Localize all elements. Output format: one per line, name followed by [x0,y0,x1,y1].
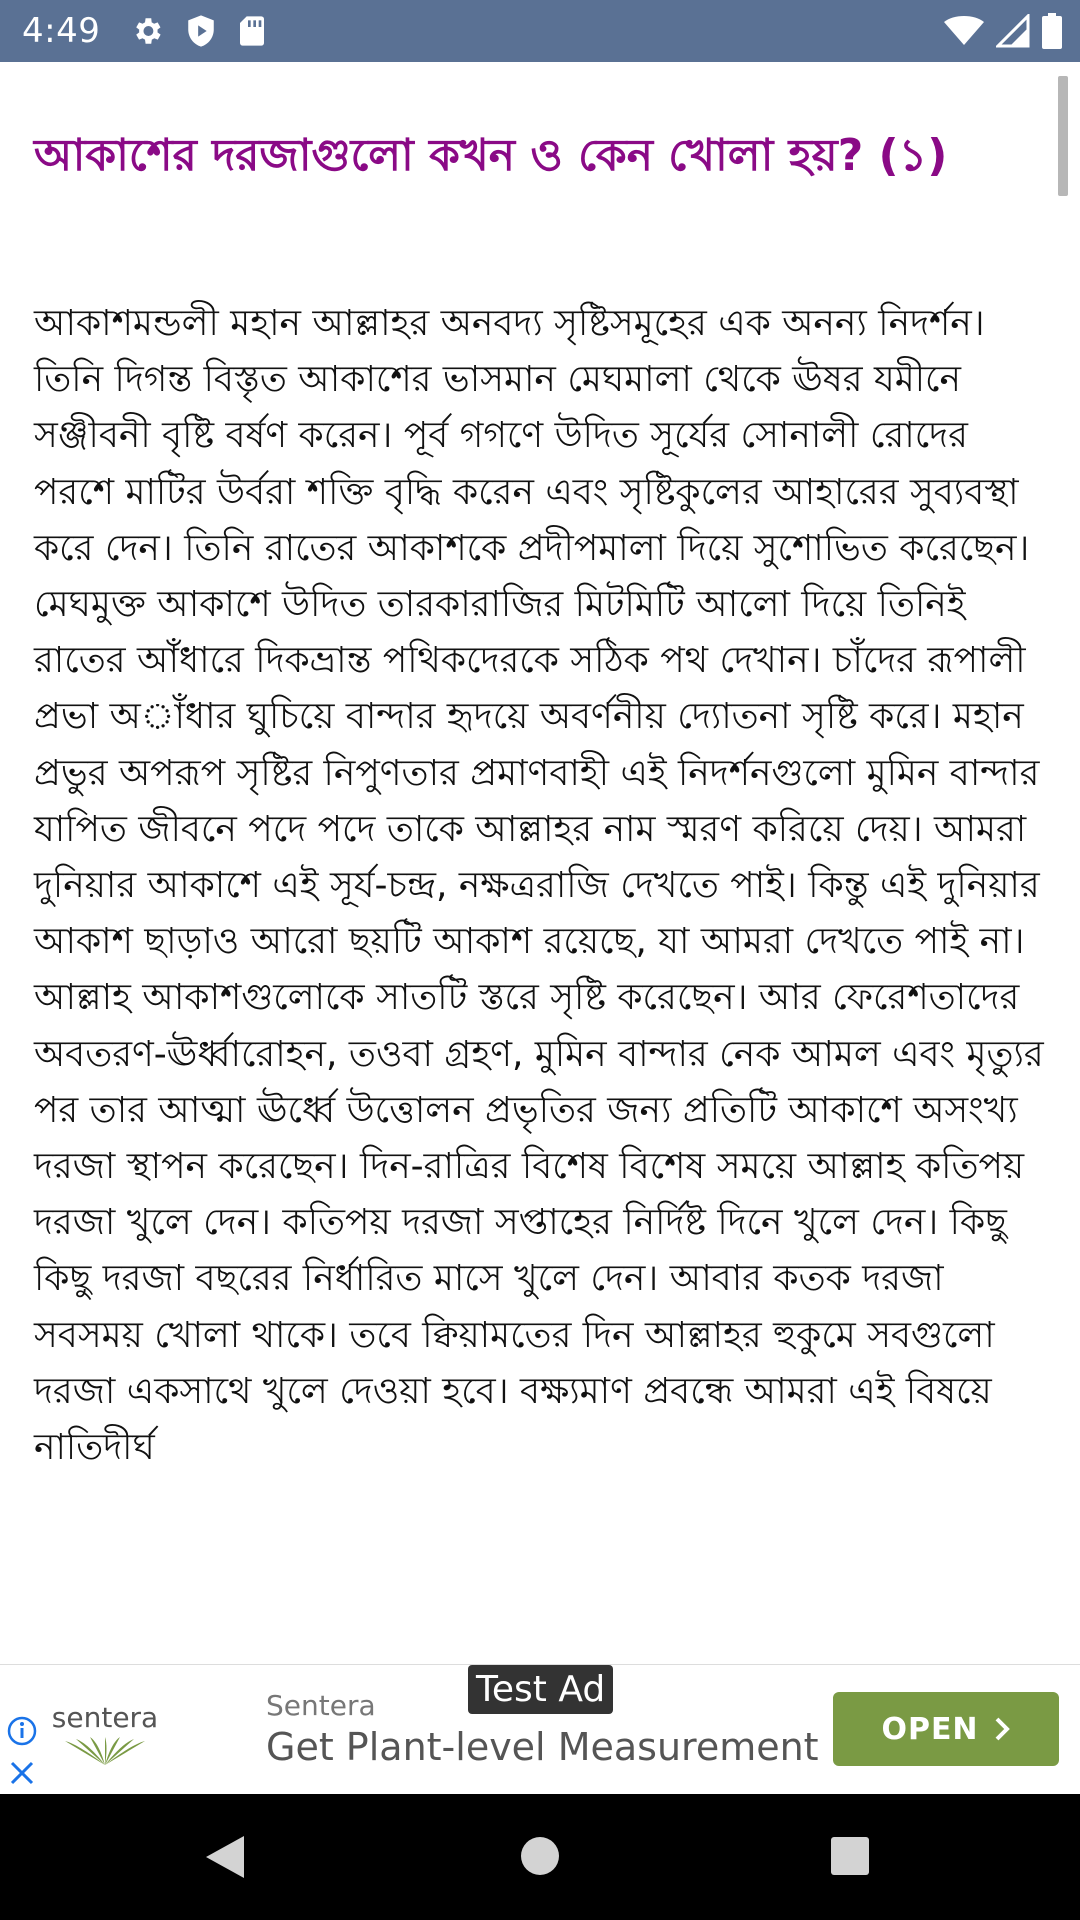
ad-open-label: OPEN [881,1711,979,1747]
status-bar [0,0,1080,62]
ad-open-button[interactable] [833,1692,1059,1766]
article-body: আকাশমন্ডলী মহান আল্লাহর অনবদ্য সৃষ্টিসমূহের এক অনন্য নিদর্শন। তিনি দিগন্ত বিস্তৃত আকাশের ভাসমান মেঘমালা থেকে ঊষর যমীনে সঞ্জীবনী বৃষ্টি বর্ষণ করেন। পূর্ব গগণে উদিত সূর্যের সোনালী রোদের পরশে মাটির উর্বরা শক্তি বৃদ্ধি করেন এবং সৃষ্টিকুলের আহারের সুব্যবস্থা করে দেন। তিনি রাতের আকাশকে প্রদীপমালা দিয়ে সুশোভিত করেছেন। মেঘমুক্ত আকাশে উদিত তারকারাজির মিটমিটি আলো দিয়ে তিনিই রাতের আঁধারে দিকভ্রান্ত পথিকদেরকে সঠিক পথ দেখান। চাঁদের রূপালী প্রভা অাঁধার ঘুচিয়ে বান্দার হৃদয়ে অবর্ণনীয় দ্যোতনা সৃষ্টি করে। মহান প্রভুর অপরূপ সৃষ্টির নিপুণতার প্রমাণবাহী এই নিদর্শনগুলো মুমিন বান্দার যাপিত জীবনে পদে পদে তাকে আল্লাহর নাম স্মরণ করিয়ে দেয়। আমরা দুনিয়ার আকাশে এই সূর্য-চন্দ্র, নক্ষত্ররাজি দেখতে পাই। কিন্তু এই দুনিয়ার আকাশ ছাড়াও আরো ছয়টি আকাশ রয়েছে, যা আমরা দেখতে পাই না। আল্লাহ আকাশগুলোকে সাতটি স্তরে সৃষ্টি করেছেন। আর ফেরেশতাদের অবতরণ-ঊর্ধ্বারোহন, তওবা গ্রহণ, মুমিন বান্দার নেক আমল এবং মৃত্যুর পর তার আত্মা ঊর্ধ্বে উত্তোলন প্রভৃতির জন্য প্রতিটি আকাশে অসংখ্য দরজা স্থাপন করেছেন। দিন-রাত্রির বিশেষ বিশেষ সময়ে আল্লাহ কতিপয় দরজা খুলে দেন। কতিপয় দরজা সপ্তাহের নির্দিষ্ট দিনে খুলে দেন। কিছু কিছু দরজা বছরের নির্ধারিত মাসে খুলে দেন। আবার কতক দরজা সবসময় খোলা থাকে। তবে ক্বিয়ামতের দিন আল্লাহর হুকুমে সবগুলো দরজা একসাথে খুলে দেওয়া হবে। বক্ষ্যমাণ প্রবন্ধে আমরা এই বিষয়ে নাতিদীর্ঘ [34,303,1044,1469]
ad-headline[interactable]: Get Plant-level Measurement [266,1725,819,1769]
close-icon[interactable] [6,1757,38,1789]
article-title: আকাশের দরজাগুলো কখন ও কেন খোলা হয়? (১) [34,130,948,181]
status-icons-right [944,0,1062,62]
back-icon[interactable] [204,1834,246,1880]
advertiser-logo[interactable] [50,1701,160,1771]
info-icon[interactable] [6,1715,38,1747]
navigation-bar [0,1794,1080,1920]
sentera-leaf-icon [60,1737,150,1767]
signal-icon [996,14,1030,48]
sd-card-icon [238,15,266,47]
test-ad-label: Test Ad [468,1665,613,1714]
ad-banner[interactable] [0,1664,1080,1795]
status-time: 4:49 [22,11,101,51]
recents-icon[interactable] [830,1836,870,1876]
shield-icon [186,14,216,48]
scrollbar-thumb[interactable] [1058,76,1068,196]
status-icons-left [130,14,266,48]
chevron-right-icon [993,1716,1011,1742]
gear-icon [130,14,164,48]
article-container[interactable] [12,74,1068,1646]
wifi-icon [944,15,984,47]
home-icon[interactable] [520,1836,560,1876]
ad-advertiser-name[interactable]: Sentera [266,1689,376,1722]
battery-icon [1042,13,1062,49]
advertiser-logo-text: sentera [51,1701,159,1734]
